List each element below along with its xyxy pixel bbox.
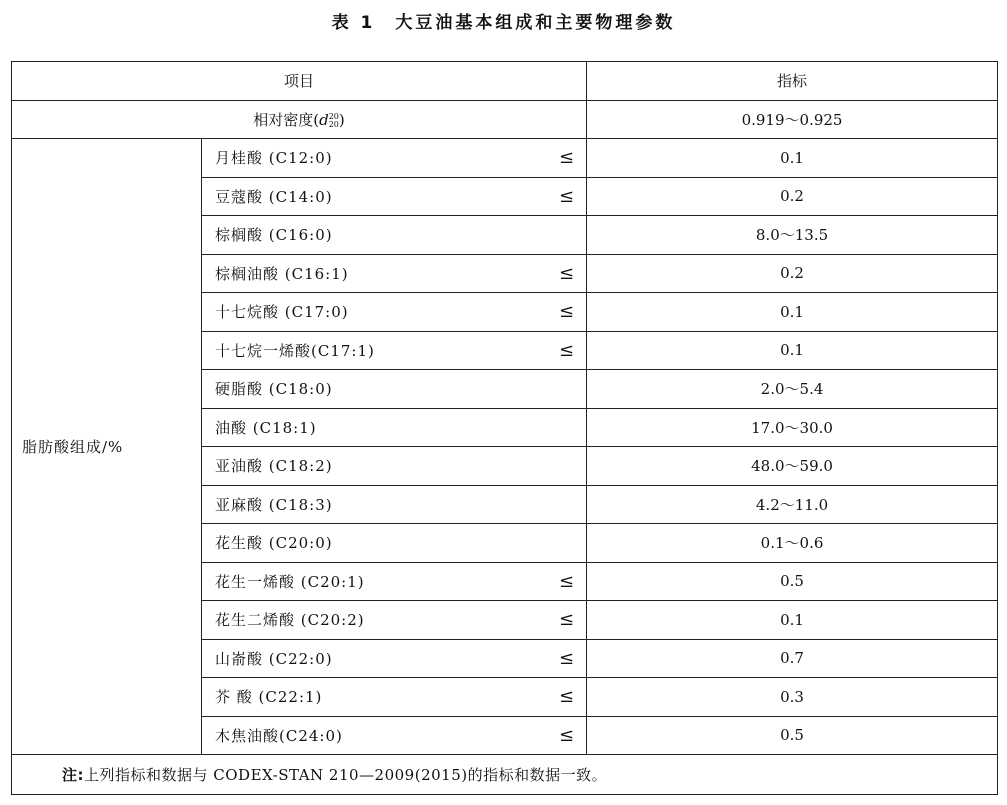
acid-name: 十七烷一烯酸(C17:1) (202, 331, 542, 370)
acid-value: 0.2 (587, 254, 998, 293)
acid-name: 亚麻酸 (C18:3) (202, 485, 542, 524)
density-row (12, 100, 998, 139)
acid-name: 棕榈酸 (C16:0) (202, 216, 542, 255)
acid-value: 0.1 (587, 293, 998, 332)
acid-value: 0.1～0.6 (587, 524, 998, 563)
le-sign: ≤ (542, 716, 587, 755)
density-value: 0.919～0.925 (587, 100, 998, 139)
acid-name: 芥 酸 (C22:1) (202, 678, 542, 717)
group-label: 脂肪酸组成/% (12, 139, 202, 755)
acid-name: 木焦油酸(C24:0) (202, 716, 542, 755)
acid-name: 硬脂酸 (C18:0) (202, 370, 542, 409)
acid-name: 花生二烯酸 (C20:2) (202, 601, 542, 640)
table-row (12, 139, 998, 178)
acid-value: 0.1 (587, 601, 998, 640)
acid-value: 8.0～13.5 (587, 216, 998, 255)
note-label: 注: (62, 766, 84, 784)
table-title: 表 1 大豆油基本组成和主要物理参数 (331, 13, 676, 33)
le-sign: ≤ (542, 293, 587, 332)
acid-value: 0.7 (587, 639, 998, 678)
density-label: 相对密度(d20 20) (12, 100, 587, 139)
le-sign: ≤ (542, 139, 587, 178)
le-sign: ≤ (542, 177, 587, 216)
le-sign (542, 370, 587, 409)
acid-value: 4.2～11.0 (587, 485, 998, 524)
header-value: 指标 (587, 62, 998, 101)
acid-name: 花生一烯酸 (C20:1) (202, 562, 542, 601)
acid-name: 豆蔻酸 (C14:0) (202, 177, 542, 216)
acid-value: 0.5 (587, 716, 998, 755)
le-sign (542, 485, 587, 524)
le-sign: ≤ (542, 254, 587, 293)
le-sign (542, 408, 587, 447)
acid-name: 月桂酸 (C12:0) (202, 139, 542, 178)
acid-name: 十七烷酸 (C17:0) (202, 293, 542, 332)
acid-value: 17.0～30.0 (587, 408, 998, 447)
acid-value: 0.2 (587, 177, 998, 216)
le-sign (542, 447, 587, 486)
acid-name: 棕榈油酸 (C16:1) (202, 254, 542, 293)
table-note (12, 755, 998, 795)
acid-name: 亚油酸 (C18:2) (202, 447, 542, 486)
acid-value: 0.3 (587, 678, 998, 717)
header-row (12, 62, 998, 101)
le-sign (542, 216, 587, 255)
acid-value: 0.5 (587, 562, 998, 601)
acid-name: 山嵛酸 (C22:0) (202, 639, 542, 678)
acid-value: 0.1 (587, 139, 998, 178)
acid-value: 2.0～5.4 (587, 370, 998, 409)
acid-value: 0.1 (587, 331, 998, 370)
le-sign (542, 524, 587, 563)
le-sign: ≤ (542, 601, 587, 640)
acid-name: 花生酸 (C20:0) (202, 524, 542, 563)
acid-value: 48.0～59.0 (587, 447, 998, 486)
header-item: 项目 (12, 62, 587, 101)
soybean-oil-table (11, 61, 998, 795)
le-sign: ≤ (542, 639, 587, 678)
acid-name: 油酸 (C18:1) (202, 408, 542, 447)
le-sign: ≤ (542, 678, 587, 717)
le-sign: ≤ (542, 331, 587, 370)
le-sign: ≤ (542, 562, 587, 601)
density-super-sub: 20 20 (328, 111, 339, 129)
note-row (12, 755, 998, 795)
note-text: 上列指标和数据与 CODEX-STAN 210—2009(2015)的指标和数据一致。 (84, 766, 608, 784)
